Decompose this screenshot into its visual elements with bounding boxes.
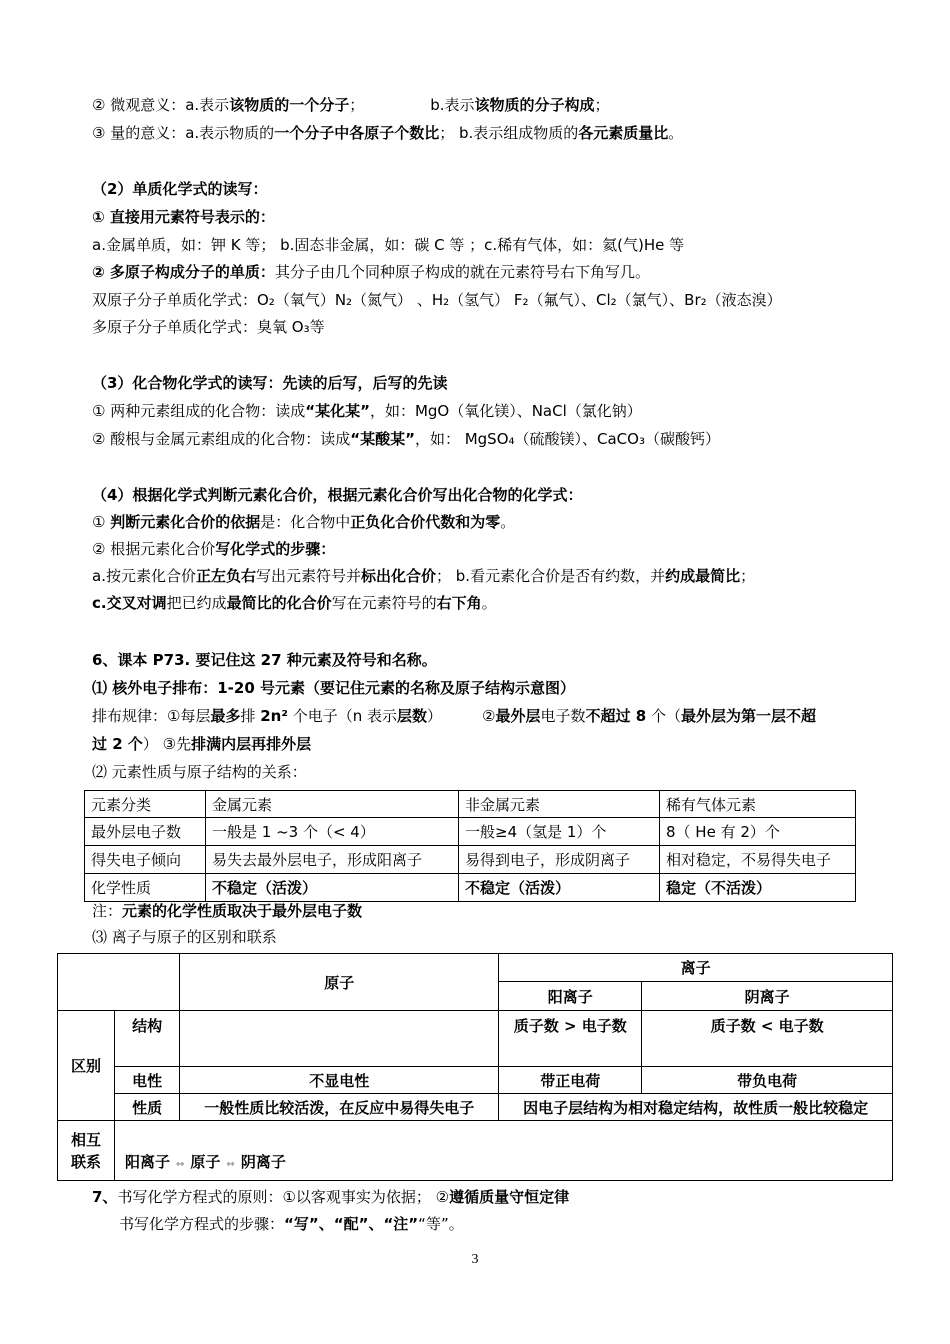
text-line: ① 判断元素化合价的依据是：化合物中正负化合价代数和为零。 bbox=[92, 513, 516, 531]
table-row bbox=[85, 874, 856, 902]
table-cell: 不显电性 bbox=[180, 1067, 499, 1094]
sub-heading: ⑵ 元素性质与原子结构的关系： bbox=[92, 763, 307, 781]
table-cell: 金属元素 bbox=[206, 791, 459, 818]
double-arrow-icon: ↔ bbox=[176, 1159, 185, 1170]
table-cell: 稀有气体元素 bbox=[660, 791, 856, 818]
table-cell: 因电子层结构为相对稳定结构，故性质一般比较稳定 bbox=[499, 1094, 893, 1121]
text-line: 多原子分子单质化学式：臭氧 O₃等 bbox=[92, 318, 325, 336]
text-line: ① 两种元素组成的化合物：读成“某化某”，如：MgO（氧化镁）、NaCl（氯化钠） bbox=[92, 402, 642, 420]
sub-heading: ⑴ 核外电子排布：1-20 号元素（要记住元素的名称及原子结构示意图） bbox=[92, 679, 575, 697]
quantity-meaning: ③ 量的意义：a.表示物质的一个分子中各原子个数比； b.表示组成物质的各元素质量比。 bbox=[92, 124, 684, 142]
table-cell: 离子 bbox=[499, 954, 893, 982]
text-line: 排布规律：①每层最多排 2n² 个电子（n 表示层数） ②最外层电子数不超过 8 个（最外层为第一层不超 bbox=[92, 707, 816, 725]
text-line: a.按元素化合价正左负右写出元素符号并标出化合价； b.看元素化合价是否有约数，并约成最简比； bbox=[92, 567, 756, 585]
table-cell: 区别 bbox=[58, 1011, 115, 1121]
table-cell: 化学性质 bbox=[85, 874, 206, 902]
table-cell: 阳离子 bbox=[499, 982, 642, 1011]
table-cell: 原子 bbox=[180, 954, 499, 1011]
table-cell: 元素分类 bbox=[85, 791, 206, 818]
table-cell: 得失电子倾向 bbox=[85, 846, 206, 874]
table-row bbox=[85, 818, 856, 846]
table-cell: 性质 bbox=[115, 1094, 180, 1121]
text-line: 7、书写化学方程式的原则：①以客观事实为依据； ②遵循质量守恒定律 bbox=[92, 1188, 570, 1206]
table-cell: 结构 bbox=[115, 1011, 180, 1067]
text-line: ② 酸根与金属元素组成的化合物：读成“某酸某”，如： MgSO₄（硫酸镁）、CaCO₃（碳酸钙） bbox=[92, 430, 720, 448]
section-heading: 6、课本 P73. 要记住这 27 种元素及符号和名称。 bbox=[92, 651, 437, 669]
table-cell: 带负电荷 bbox=[642, 1067, 893, 1094]
table-cell: 不稳定（活泼） bbox=[459, 874, 660, 902]
section-heading: （4）根据化学式判断元素化合价，根据元素化合价写出化合物的化学式： bbox=[92, 486, 583, 504]
table-cell: 稳定（不活泼） bbox=[660, 874, 856, 902]
table-cell bbox=[58, 954, 180, 1011]
table-cell: 一般性质比较活泼，在反应中易得失电子 bbox=[180, 1094, 499, 1121]
table-cell bbox=[180, 1011, 499, 1067]
table-cell: 易得到电子，形成阴离子 bbox=[459, 846, 660, 874]
text-line: c.交叉对调把已约成最简比的化合价写在元素符号的右下角。 bbox=[92, 594, 497, 612]
text-line: 双原子分子单质化学式：O₂（氧气）N₂（氮气） 、H₂（氢气） F₂（氟气）、Cl₂（氯气）、Br₂（液态溴） bbox=[92, 291, 782, 309]
table-cell: 一般≥4（氢是 1）个 bbox=[459, 818, 660, 846]
table-cell: 8（ He 有 2）个 bbox=[660, 818, 856, 846]
text-line: ② 根据元素化合价写化学式的步骤： bbox=[92, 540, 336, 558]
table-cell: 质子数 < 电子数 bbox=[642, 1011, 893, 1067]
sub-heading: ① 直接用元素符号表示的： bbox=[92, 208, 275, 226]
table-cell: 电性 bbox=[115, 1067, 180, 1094]
text-line: 书写化学方程式的步骤：“写”、“配”、“注”“等”。 bbox=[119, 1215, 464, 1233]
table-cell: 阴离子 bbox=[642, 982, 893, 1011]
text-line: 过 2 个） ③先排满内层再排外层 bbox=[92, 735, 312, 753]
table-cell: 阳离子 ↔ 原子 ↔ 阴离子 bbox=[115, 1121, 893, 1181]
table-cell: 一般是 1 ~3 个（< 4） bbox=[206, 818, 459, 846]
micro-meaning: ② 微观意义：a.表示该物质的一个分子； b.表示该物质的分子构成； bbox=[92, 96, 610, 114]
note: 注：元素的化学性质取决于最外层电子数 bbox=[92, 902, 363, 920]
table-row bbox=[85, 846, 856, 874]
table-cell: 易失去最外层电子，形成阳离子 bbox=[206, 846, 459, 874]
text-line: a.金属单质，如：钾 K 等； b.固态非金属，如：碳 C 等 ；c.稀有气体，如：氦(气)He 等 bbox=[92, 236, 685, 254]
table-cell: 非金属元素 bbox=[459, 791, 660, 818]
section-heading: （3）化合物化学式的读写：先读的后写，后写的先读 bbox=[92, 374, 448, 392]
ion-atom-table bbox=[57, 953, 893, 1181]
table-cell: 带正电荷 bbox=[499, 1067, 642, 1094]
table-cell: 相互 联系 bbox=[58, 1121, 115, 1181]
page-number: 3 bbox=[471, 1252, 479, 1267]
sub-heading: ⑶ 离子与原子的区别和联系 bbox=[92, 928, 277, 946]
section-heading: （2）单质化学式的读写： bbox=[92, 180, 268, 198]
element-property-table bbox=[84, 790, 856, 902]
table-cell: 最外层电子数 bbox=[85, 818, 206, 846]
table-cell: 相对稳定，不易得失电子 bbox=[660, 846, 856, 874]
text-line: ② 多原子构成分子的单质：其分子由几个同种原子构成的就在元素符号右下角写几。 bbox=[92, 263, 650, 281]
table-cell: 不稳定（活泼） bbox=[206, 874, 459, 902]
table-header-row bbox=[85, 791, 856, 818]
table-cell: 质子数 > 电子数 bbox=[499, 1011, 642, 1067]
double-arrow-icon: ↔ bbox=[226, 1159, 235, 1170]
